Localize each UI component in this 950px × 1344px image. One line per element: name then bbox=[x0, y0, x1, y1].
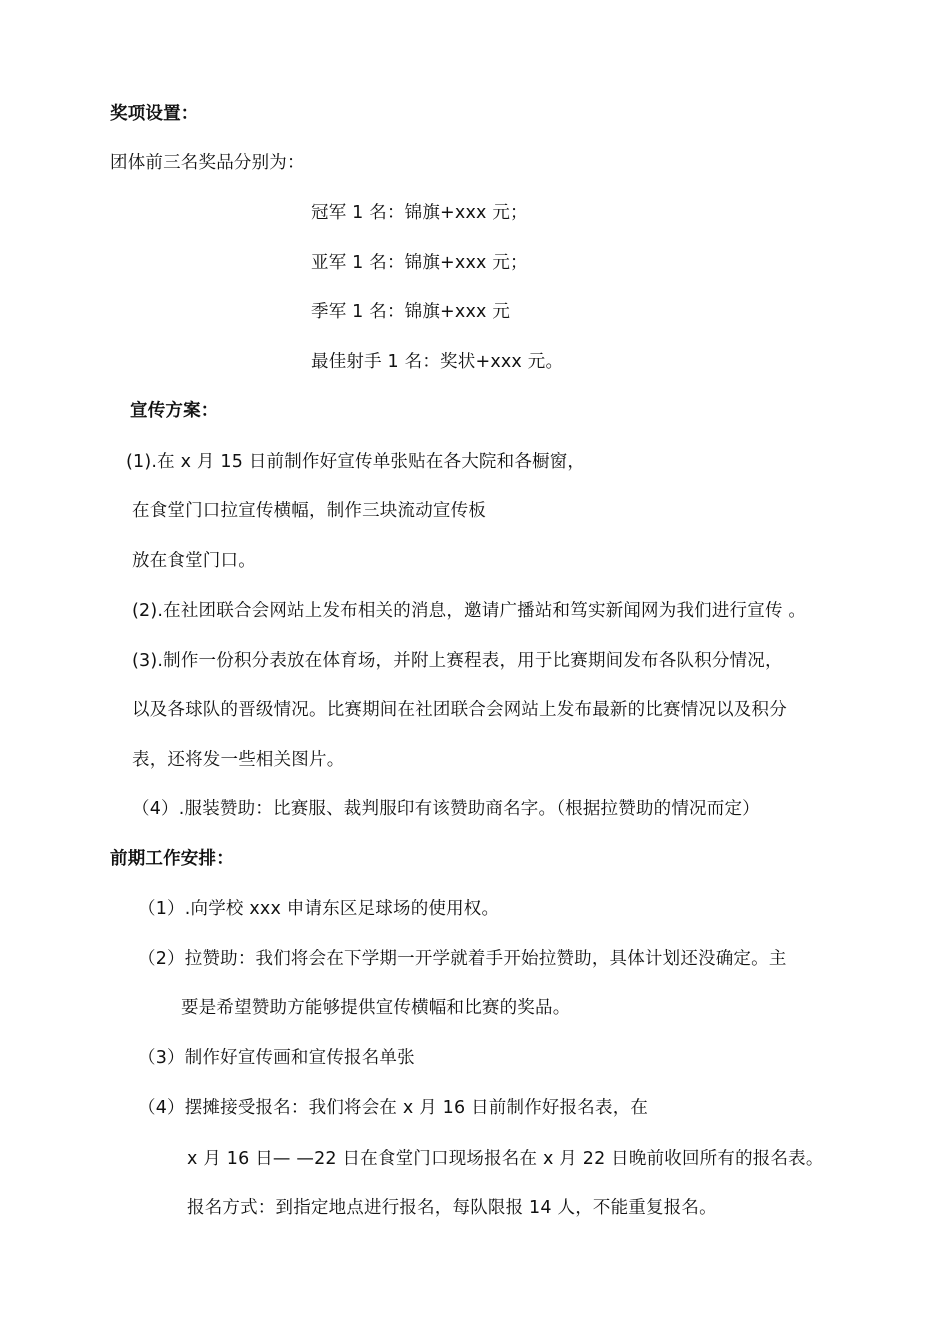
prework-line-1: （1）.向学校 xxx 申请东区足球场的使用权。 bbox=[138, 899, 500, 919]
publicity-line-5: (3).制作一份积分表放在体育场，并附上赛程表，用于比赛期间发布各队积分情况， bbox=[132, 651, 783, 671]
publicity-line-8: （4）.服装赞助：比赛服、裁判服印有该赞助商名字。（根据拉赞助的情况而定） bbox=[132, 799, 760, 819]
award-item-third: 季军 1 名：锦旗+xxx 元 bbox=[311, 302, 511, 322]
publicity-line-2: 在食堂门口拉宣传横幅，制作三块流动宣传板 bbox=[132, 501, 486, 521]
award-item-runner-up: 亚军 1 名：锦旗+xxx 元； bbox=[311, 253, 528, 273]
awards-heading: 奖项设置： bbox=[110, 104, 199, 124]
awards-intro: 团体前三名奖品分别为： bbox=[110, 153, 305, 173]
publicity-heading: 宣传方案： bbox=[130, 401, 219, 421]
award-item-best-shooter: 最佳射手 1 名：奖状+xxx 元。 bbox=[311, 352, 564, 372]
prework-heading: 前期工作安排： bbox=[110, 849, 234, 869]
publicity-line-6: 以及各球队的晋级情况。比赛期间在社团联合会网站上发布最新的比赛情况以及积分 bbox=[132, 700, 787, 720]
prework-line-6: x 月 16 日— —22 日在食堂门口现场报名在 x 月 22 日晚前收回所有的报名表。 bbox=[187, 1149, 824, 1169]
publicity-line-4: (2).在社团联合会网站上发布相关的消息，邀请广播站和笃实新闻网为我们进行宣传 。 bbox=[132, 601, 807, 621]
prework-line-2: （2）拉赞助：我们将会在下学期一开学就着手开始拉赞助，具体计划还没确定。主 bbox=[138, 949, 787, 969]
publicity-line-7: 表，还将发一些相关图片。 bbox=[132, 750, 345, 770]
publicity-line-3: 放在食堂门口。 bbox=[132, 551, 256, 571]
prework-line-7: 报名方式：到指定地点进行报名，每队限报 14 人，不能重复报名。 bbox=[187, 1198, 717, 1218]
prework-line-5: （4）摆摊接受报名：我们将会在 x 月 16 日前制作好报名表，在 bbox=[138, 1098, 649, 1118]
prework-line-3: 要是希望赞助方能够提供宣传横幅和比赛的奖品。 bbox=[181, 998, 571, 1018]
prework-line-4: （3）制作好宣传画和宣传报名单张 bbox=[138, 1048, 415, 1068]
award-item-champion: 冠军 1 名：锦旗+xxx 元； bbox=[311, 203, 528, 223]
publicity-line-1: (1).在 x 月 15 日前制作好宣传单张贴在各大院和各橱窗， bbox=[126, 452, 586, 472]
